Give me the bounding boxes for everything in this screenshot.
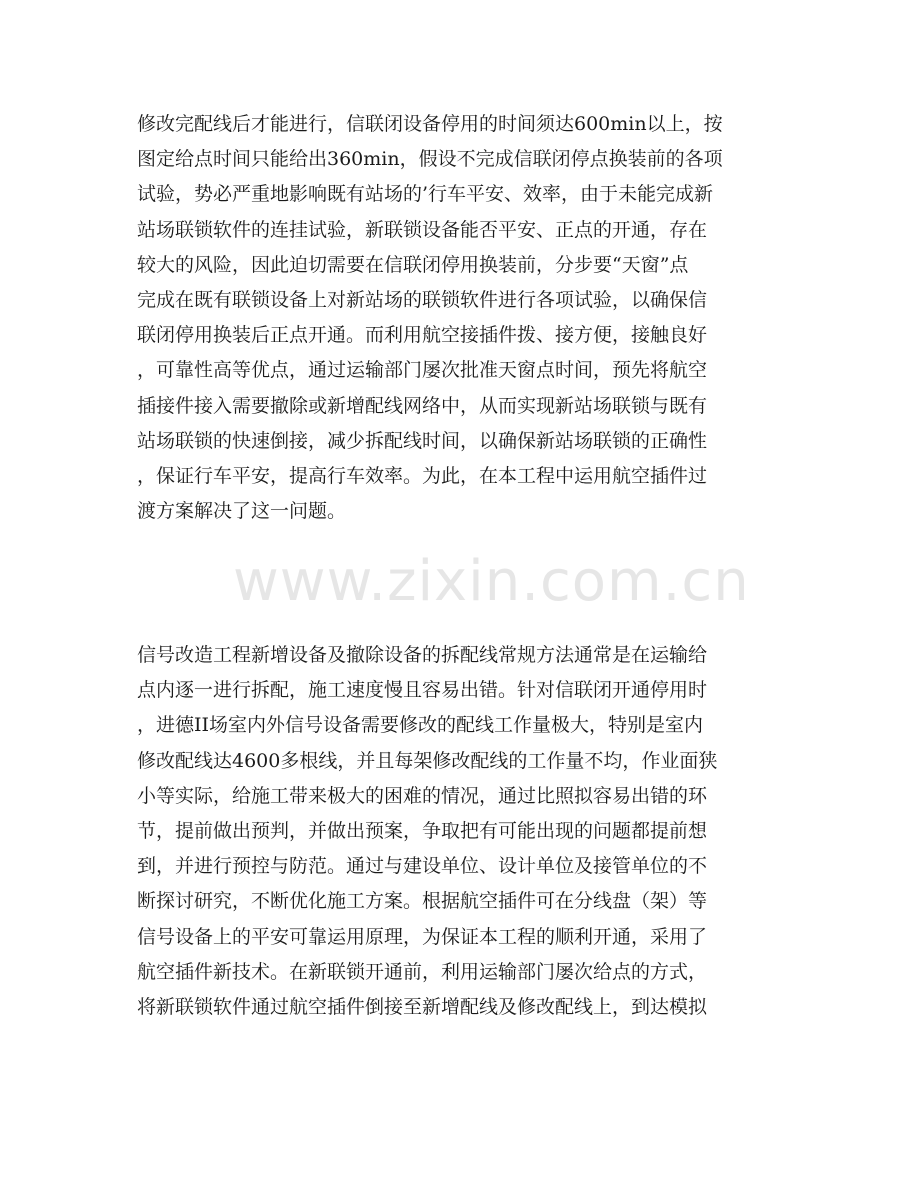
text-line: 航空插件新技术。在新联锁开通前，利用运输部门屡次给点的方式， (137, 960, 708, 983)
text-line: 完成在既有联锁设备上对新站场的联锁软件进行各项试验，以确保信 (137, 288, 708, 311)
text-line: 图定给点时间只能给出360min，假设不完成信联闭停点换装前的各项 (137, 148, 723, 171)
watermark: www.zixin.com.cn (233, 549, 750, 614)
text-line: ，可靠性高等优点，通过运输部门屡次批准天窗点时间，预先将航空 (137, 359, 708, 382)
paragraph-2 (137, 638, 787, 1025)
paragraph-1 (137, 107, 787, 529)
text-line: 试验，势必严重地影响既有站场的’行车平安、效率，由于未能完成新 (137, 183, 714, 206)
text-line: 信号改造工程新增设备及撤除设备的拆配线常规方法通常是在运输给 (137, 644, 708, 666)
text-line: ，保证行车平安，提高行车效率。为此，在本工程中运用航空插件过 (137, 464, 708, 487)
text-line: 点内逐一进行拆配，施工速度慢且容易出错。针对信联闭开通停用时 (137, 679, 708, 702)
text-line: ，进德II场室内外信号设备需要修改的配线工作量极大，特别是室内 (137, 714, 704, 737)
text-line: 站场联锁软件的连挂试验，新联锁设备能否平安、正点的开通，存在 (137, 218, 708, 241)
text-line: 修改完配线后才能进行，信联闭设备停用的时间须达600min以上，按 (137, 113, 723, 135)
text-line: 站场联锁的快速倒接，减少拆配线时间，以确保新站场联锁的正确性 (137, 429, 708, 452)
text-line: 联闭停用换装后正点开通。而利用航空接插件拨、接方便，接触良好 (137, 324, 708, 347)
text-line: 将新联锁软件通过航空插件倒接至新增配线及修改配线上，到达模拟 (137, 995, 708, 1018)
text-line: 断探讨研究，不断优化施工方案。根据航空插件可在分线盘（架）等 (137, 890, 708, 913)
text-line: 小等实际，给施工带来极大的困难的情况，通过比照拟容易出错的环 (137, 784, 708, 807)
text-line: 信号设备上的平安可靠运用原理，为保证本工程的顺利开通，采用了 (137, 925, 708, 948)
text-line: 渡方案解决了这一问题。 (137, 500, 347, 523)
text-line: 较大的风险，因此迫切需要在信联闭停用换装前，分步要“天窗”点 (137, 253, 689, 276)
text-line: 到，并进行预控与防范。通过与建设单位、设计单位及接管单位的不 (137, 855, 708, 878)
text-line: 节，提前做出预判，并做出预案，争取把有可能出现的问题都提前想 (137, 819, 708, 842)
text-line: 插接件接入需要撤除或新增配线网络中，从而实现新站场联锁与既有 (137, 394, 708, 417)
text-line: 修改配线达4600多根线，并且每架修改配线的工作量不均，作业面狭 (137, 749, 718, 772)
